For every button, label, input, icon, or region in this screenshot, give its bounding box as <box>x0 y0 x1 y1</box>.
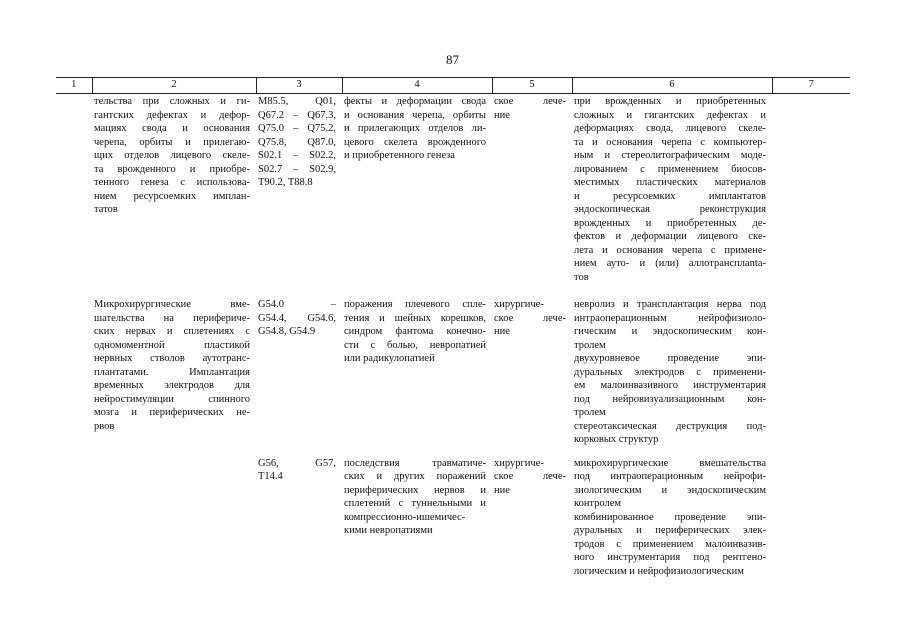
cell-text-line: тролем <box>574 339 606 351</box>
cell-text-line: ние <box>494 484 510 496</box>
cell-text-line: тролем <box>574 407 606 418</box>
treatment-methods-cell <box>572 284 772 447</box>
column-header: 1 <box>56 78 92 94</box>
cell-text-line: тов <box>574 271 589 283</box>
cell-text-line: S02.1 – S02.2, <box>258 150 336 161</box>
cell-text-line: синдром фантома конечно- <box>344 326 486 337</box>
cell-text-line: поражения плечевого спле- <box>344 299 486 310</box>
cell-text-line: хирургиче- <box>494 299 544 310</box>
cell-text-line: стереотаксическая деструкция под- <box>574 420 766 432</box>
cell-text-line: дуральных электродов с применени- <box>574 366 766 378</box>
diagnosis-codes-cell <box>256 447 342 579</box>
cell-text-line: черепа, орбиты и прилегаю- <box>94 136 250 148</box>
cell-text-line: временных электродов для <box>94 380 250 391</box>
cell-text-line: рвов <box>94 420 115 432</box>
column-header: 4 <box>342 78 492 94</box>
cell-text-line: тельства при сложных и ги- <box>94 96 250 107</box>
table-header-row <box>56 78 850 94</box>
cell-text-line: тенного генеза с использова- <box>94 177 250 188</box>
cell-text-line: гантских дефектах и дефор- <box>94 109 250 121</box>
cell-text-line: нейростимуляции спинного <box>94 393 250 405</box>
cell-text-line: G54.8, G54.9 <box>258 326 316 337</box>
cell-text-line: ние <box>494 326 510 337</box>
cell-text-line: T14.4 <box>258 471 283 482</box>
cell-text-line: и приобретенного генеза <box>344 150 455 161</box>
cell-text-line: нием ауто- и (или) аллотрансплanta- <box>574 258 766 269</box>
cell-text-line: лированием с применением биосов- <box>574 163 766 175</box>
cell-text-line: или радикулопатией <box>344 353 435 364</box>
cell-text-line: местимых пластических материалов <box>574 177 766 188</box>
cell-text-line: ным и стереолитографическим моде- <box>574 150 766 161</box>
cell-text-line: Q75.8, Q87.0, <box>258 136 336 148</box>
cell-text-line: последствия травматиче- <box>344 457 486 469</box>
disease-description-cell <box>342 284 492 447</box>
page-number: 87 <box>446 52 459 67</box>
cell-text-line: ское лече- <box>494 96 566 107</box>
cell-text-line: и ресурсоемких имплантатов <box>574 190 766 202</box>
cell-text-line: деформациях свода, лицевого скеле- <box>574 123 766 134</box>
cell-text-line: одномоментной пластикой <box>94 339 250 351</box>
procedure-name-cell <box>92 94 256 285</box>
cell-text-line: фектов и деформации лицевого ске- <box>574 231 766 242</box>
extra-cell <box>772 447 850 579</box>
cell-text-line: дуральных и периферических элек- <box>574 525 766 536</box>
cell-text-line: лета и основания черепа с примене- <box>574 244 766 256</box>
cell-text-line: фекты и деформации свода <box>344 96 486 107</box>
table-row <box>56 94 850 285</box>
cell-text-line: микрохирургические вмешательства <box>574 457 766 469</box>
column-header: 6 <box>572 78 772 94</box>
treatment-methods-cell <box>572 94 772 285</box>
cell-text-line: та и основания черепа с компьютер- <box>574 136 766 148</box>
extra-cell <box>772 94 850 285</box>
cell-text-line: Q67.2 – Q67.3, <box>258 109 336 121</box>
cell-text-line: при врожденных и приобретенных <box>574 96 766 107</box>
cell-text-line: зиологическим и эндоскопическим <box>574 484 766 496</box>
procedures-table-wrap <box>56 77 850 578</box>
cell-text-line: ем малоинвазивного инструментария <box>574 380 766 391</box>
disease-description-cell <box>342 447 492 579</box>
cell-text-line: ного инструментария под рентгено- <box>574 552 766 563</box>
cell-text-line: M85.5, Q01, <box>258 96 336 107</box>
cell-text-line: и прилегающих отделов ли- <box>344 123 486 134</box>
treatment-kind-cell <box>492 284 572 447</box>
cell-text-line: контролем <box>574 498 622 509</box>
cell-text-line: неврoлиз и трансплантация нерва под <box>574 299 766 310</box>
column-header: 5 <box>492 78 572 94</box>
cell-text-line: кими невропатиями <box>344 525 433 536</box>
column-header: 2 <box>92 78 256 94</box>
cell-text-line: та врожденного и приобре- <box>94 163 250 175</box>
cell-text-line: татов <box>94 204 118 215</box>
treatment-methods-cell <box>572 447 772 579</box>
treatment-kind-cell <box>492 94 572 285</box>
treatment-kind-cell <box>492 447 572 579</box>
cell-text-line: S02.7 – S02.9, <box>258 163 336 175</box>
cell-text-line: тения и шейных корешков, <box>344 312 486 324</box>
cell-text-line: мозга и периферических не- <box>94 407 250 418</box>
cell-text-line: шательства на перифериче- <box>94 312 250 324</box>
cell-text-line: нием ресурсоемких имплан- <box>94 190 250 202</box>
cell-text-line: логическим и нейрофизиологическим <box>574 565 744 577</box>
cell-text-line: врожденных и приобретенных де- <box>574 217 766 229</box>
cell-text-line: сложных и гигантских дефектах и <box>574 109 766 121</box>
cell-text-line: гическим и эндоскопическим кон- <box>574 326 766 337</box>
cell-text-line: плантатами. Имплантация <box>94 366 250 378</box>
cell-text-line: ское лече- <box>494 312 566 324</box>
row-number-cell <box>56 284 92 447</box>
cell-text-line: цевого скелета врожденного <box>344 136 486 148</box>
cell-text-line: G54.0 – <box>258 299 336 310</box>
diagnosis-codes-cell <box>256 94 342 285</box>
cell-text-line: ское лече- <box>494 471 566 482</box>
table-row <box>56 447 850 579</box>
cell-text-line: нервных стволов аутотранс- <box>94 353 250 364</box>
cell-text-line: и основания черепа, орбиты <box>344 109 486 121</box>
extra-cell <box>772 284 850 447</box>
diagnosis-codes-cell <box>256 284 342 447</box>
cell-text-line: тродов с применением малоинвазив- <box>574 538 766 550</box>
cell-text-line: Микрохирургические вме- <box>94 299 250 310</box>
procedure-name-cell <box>92 284 256 447</box>
cell-text-line: щих отделов лицевого скеле- <box>94 150 250 161</box>
cell-text-line: G54.4, G54.6, <box>258 312 336 324</box>
cell-text-line: ние <box>494 109 510 121</box>
cell-text-line: интраоперационным нейрофизиоло- <box>574 312 766 324</box>
cell-text-line: компрессионно-ишемичес- <box>344 511 466 523</box>
cell-text-line: периферических нервов и <box>344 484 486 496</box>
column-header: 7 <box>772 78 850 94</box>
cell-text-line: эндоскопическая реконструкция <box>574 204 766 215</box>
cell-text-line: ских нервах и сплетениях с <box>94 326 250 337</box>
cell-text-line: под интраоперационным нейрофи- <box>574 471 766 482</box>
column-header: 3 <box>256 78 342 94</box>
cell-text-line: комбинированное проведение эпи- <box>574 511 766 523</box>
cell-text-line: сплетений с туннельными и <box>344 498 486 509</box>
row-number-cell <box>56 447 92 579</box>
table-row <box>56 284 850 447</box>
cell-text-line: T90.2, T88.8 <box>258 177 313 188</box>
cell-text-line: ских и других поражений <box>344 471 486 482</box>
cell-text-line: Q75.0 – Q75.2, <box>258 123 336 134</box>
row-number-cell <box>56 94 92 285</box>
cell-text-line: хирургиче- <box>494 457 544 469</box>
disease-description-cell <box>342 94 492 285</box>
cell-text-line: сти с болью, невропатией <box>344 339 486 351</box>
cell-text-line: корковых структур <box>574 434 659 445</box>
cell-text-line: G56, G57, <box>258 457 336 469</box>
procedures-table <box>56 77 850 578</box>
cell-text-line: под нейровизуализационным кон- <box>574 393 766 405</box>
procedure-name-cell <box>92 447 256 579</box>
cell-text-line: двухуровневое проведение эпи- <box>574 353 766 364</box>
cell-text-line: мациях свода и основания <box>94 123 250 134</box>
